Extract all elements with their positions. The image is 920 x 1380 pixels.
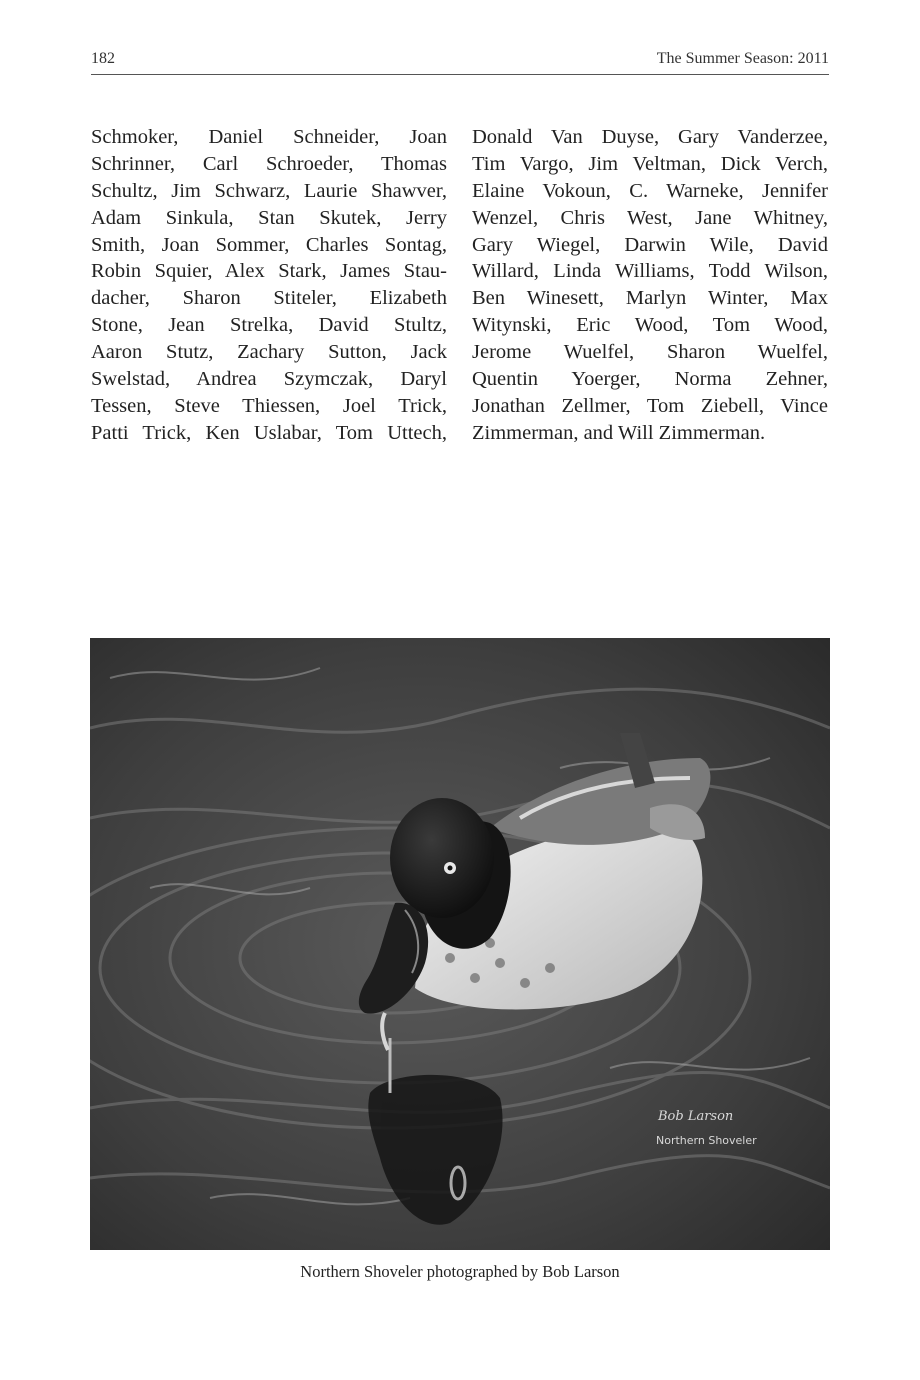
text-line: Stone, Jean Strelka, David Stultz, bbox=[91, 314, 447, 337]
text-line: Schmoker, Daniel Schneider, Joan bbox=[91, 126, 447, 148]
text-line: Robin Squier, Alex Stark, James Stau- bbox=[91, 260, 447, 283]
photo-caption: Northern Shoveler photographed by Bob Larson bbox=[300, 1262, 620, 1281]
text-line: Jonathan Zellmer, Tom Ziebell, Vince bbox=[472, 394, 828, 417]
duck-photograph bbox=[90, 638, 830, 1250]
text-line: Gary Wiegel, Darwin Wile, David bbox=[472, 233, 828, 256]
text-line: Aaron Stutz, Zachary Sutton, Jack bbox=[91, 341, 447, 364]
duck-head bbox=[390, 798, 494, 918]
text-line: Witynski, Eric Wood, Tom Wood, bbox=[472, 314, 828, 337]
text-column-right bbox=[472, 124, 828, 447]
text-line: Tim Vargo, Jim Veltman, Dick Verch, bbox=[472, 152, 828, 175]
text-line: Smith, Joan Sommer, Charles Sontag, bbox=[91, 233, 447, 256]
text-line: Jerome Wuelfel, Sharon Wuelfel, bbox=[472, 341, 828, 364]
svg-text:Northern Shoveler: Northern Shoveler bbox=[656, 1134, 757, 1147]
page-number: 182 bbox=[91, 50, 115, 67]
text-line: Zimmerman, and Will Zimmerman. bbox=[472, 421, 766, 444]
text-line: Tessen, Steve Thiessen, Joel Trick, bbox=[91, 394, 447, 417]
text-line: Ben Winesett, Marlyn Winter, Max bbox=[472, 287, 828, 310]
text-line: Quentin Yoerger, Norma Zehner, bbox=[472, 368, 828, 391]
text-line: Elaine Vokoun, C. Warneke, Jennifer bbox=[472, 179, 828, 202]
text-line: dacher, Sharon Stiteler, Elizabeth bbox=[91, 287, 447, 310]
text-line: Schultz, Jim Schwarz, Laurie Shawver, bbox=[91, 179, 447, 202]
text-column-left bbox=[91, 124, 447, 447]
text-line: Donald Van Duyse, Gary Vanderzee, bbox=[472, 126, 828, 148]
text-line: Adam Sinkula, Stan Skutek, Jerry bbox=[91, 206, 447, 229]
svg-text:Bob Larson: Bob Larson bbox=[658, 1109, 734, 1124]
text-line: Wenzel, Chris West, Jane Whitney, bbox=[472, 206, 828, 229]
text-line: Schrinner, Carl Schroeder, Thomas bbox=[91, 152, 447, 175]
running-title: The Summer Season: 2011 bbox=[656, 50, 829, 67]
text-line: Willard, Linda Williams, Todd Wilson, bbox=[472, 260, 828, 283]
text-line: Patti Trick, Ken Uslabar, Tom Uttech, bbox=[91, 421, 447, 444]
text-line: Swelstad, Andrea Szymczak, Daryl bbox=[91, 368, 447, 391]
running-header bbox=[91, 48, 829, 75]
